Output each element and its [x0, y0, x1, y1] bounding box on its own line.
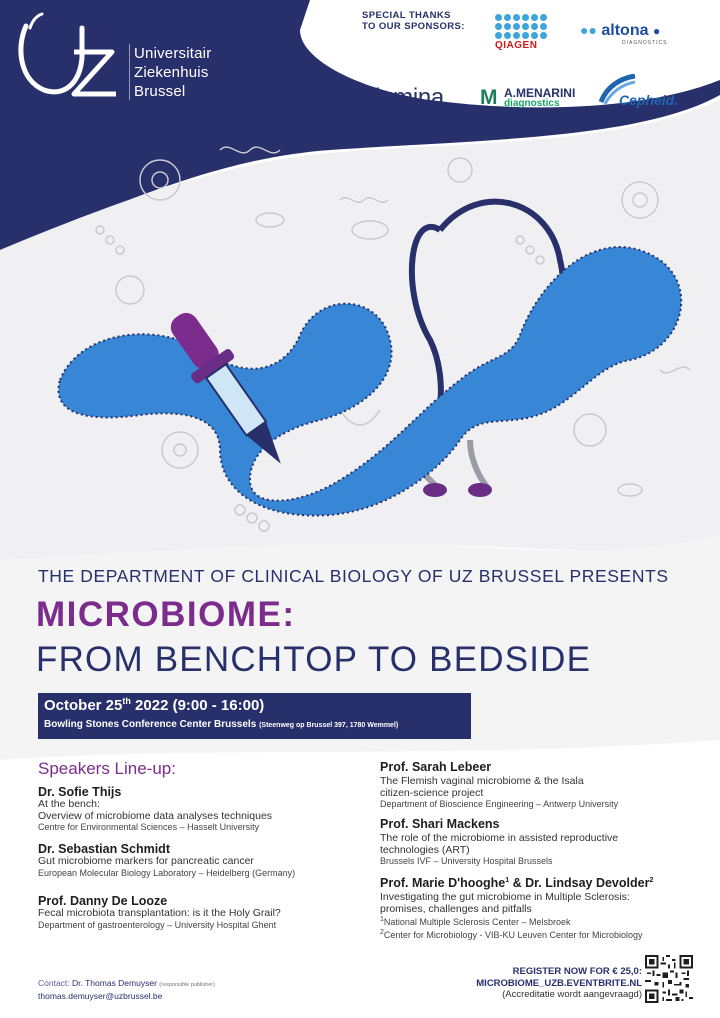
- microbe-pipette-stethoscope-illustration: [40, 110, 720, 550]
- menarini-m-icon: M: [480, 86, 498, 109]
- cepheid-swoosh-icon: [597, 74, 637, 104]
- institution-name: Universitair Ziekenhuis Brussel: [134, 45, 212, 100]
- event-title-line1: MICROBIOME:: [36, 595, 296, 634]
- speaker-entry: Prof. Shari Mackens The role of the microbiome in assisted reproductive technologies (ART) Brussels IVF – University Hospital Brussels: [380, 817, 619, 866]
- speaker-entry: Dr. Sebastian Schmidt Gut microbiome markers for pancreatic cancer European Molecular Biology Laboratory – Heidelberg (Germany): [38, 842, 296, 878]
- registration-info: REGISTER NOW FOR € 25,0: MICROBIOME_UZB.EVENTBRITE.NL (Accreditatie wordt aangevraagd): [476, 966, 642, 1000]
- event-date: October 25th 2022 (9:00 - 16:00): [44, 696, 265, 714]
- uz-brussel-logo: [12, 8, 232, 98]
- altona-logo: ●● altona ● DIAGNOSTICS: [580, 22, 668, 46]
- speaker-entry: Prof. Danny De Looze Fecal microbiota transplantation: is it the Holy Grail? Department of gastroenterology – University Hospital Ghent: [38, 894, 281, 930]
- altona-dot-icon: ●: [652, 24, 661, 38]
- presents-heading: THE DEPARTMENT OF CLINICAL BIOLOGY OF UZ BRUSSEL PRESENTS: [38, 566, 669, 586]
- contact-email[interactable]: thomas.demuyser@uzbrussel.be: [38, 991, 163, 1001]
- illumina-logo: illumina: [365, 84, 444, 111]
- altona-dots-icon: ●●: [580, 22, 597, 38]
- uz-logo-mark-icon: [12, 8, 130, 100]
- qiagen-logo: QIAGEN: [495, 14, 549, 51]
- speaker-entry-joint: Prof. Marie D'hooghe$^1$ & Dr. Lindsay Devolder$^2$ Investigating the gut microbiome in Multiple Sclerosis: promises, challenges and pitfalls $^1$National Multiple Sclerosis Center – Melsbroek $^2$Center for Microbiology - VIB-KU Leuven Center for Microbiology: [380, 876, 654, 940]
- speaker-entry: Prof. Sarah Lebeer The Flemish vaginal microbiome & the Isala citizen-science project Department of Bioscience Engineering – Antwerp University: [380, 760, 619, 809]
- qiagen-dots-icon: [495, 14, 549, 39]
- event-title-line2: FROM BENCHTOP TO BEDSIDE: [36, 640, 592, 679]
- cepheid-logo: Cepheid.: [597, 78, 678, 108]
- registration-link[interactable]: MICROBIOME_UZB.EVENTBRITE.NL: [476, 977, 642, 989]
- speaker-entry: Dr. Sofie Thijs At the bench: Overview of microbiome data analyses techniques Centre for Environmental Sciences – Hasselt University: [38, 785, 273, 832]
- event-venue: Bowling Stones Conference Center Brussels (Steenweg op Brussel 397, 1780 Wemmel): [44, 719, 399, 730]
- date-venue-band: [38, 693, 471, 739]
- qr-code-icon[interactable]: [645, 955, 693, 1003]
- speakers-lineup-title: Speakers Line-up:: [38, 759, 176, 778]
- menarini-logo: M A.MENARINI diagnostics: [480, 86, 576, 109]
- contact-info: Contact: Dr. Thomas Demuyser (responsible publisher) thomas.demuyser@uzbrussel.be: [38, 978, 215, 1001]
- sponsors-label: SPECIAL THANKS TO OUR SPONSORS:: [362, 10, 465, 32]
